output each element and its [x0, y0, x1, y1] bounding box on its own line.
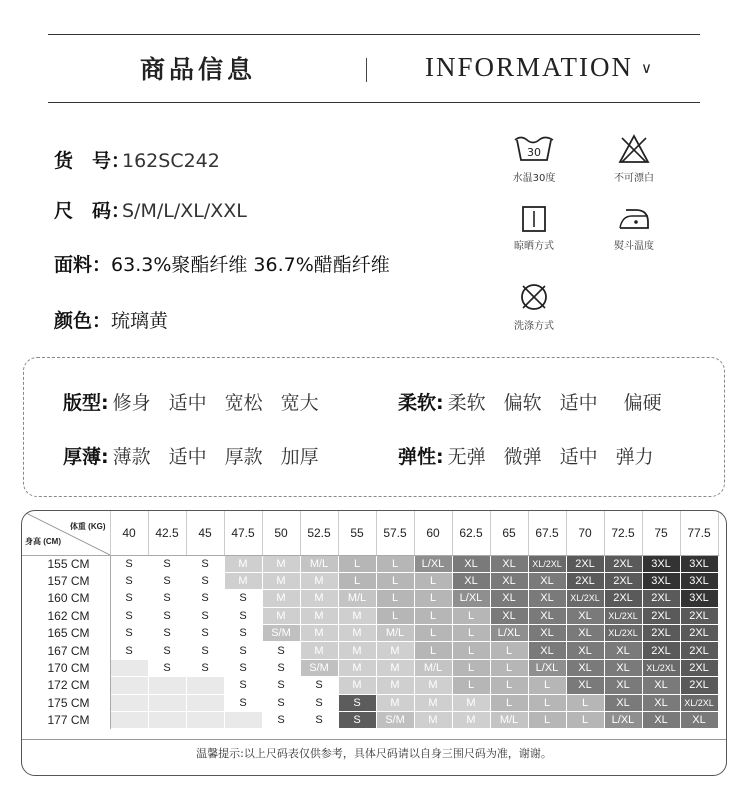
size-cell: M/L [338, 590, 376, 607]
attr-elasticity-option: 适中 [559, 446, 598, 468]
size-cell: XL [566, 642, 604, 659]
size-cell: S [148, 607, 186, 624]
size-cell: S [186, 659, 224, 676]
size-cell: 2XL [642, 607, 680, 624]
weight-header: 67.5 [528, 511, 566, 555]
weight-header: 45 [186, 511, 224, 555]
size-cell: S [262, 642, 300, 659]
size-cell: XL [528, 572, 566, 589]
header-bottom-rule [48, 102, 700, 103]
size-cell: L [414, 607, 452, 624]
weight-header: 50 [262, 511, 300, 555]
size-cell: L/XL [414, 555, 452, 572]
attr-softness-option: 柔软 [447, 392, 486, 414]
size-cell: L [566, 694, 604, 711]
weight-header: 75 [642, 511, 680, 555]
weight-header: 77.5 [680, 511, 718, 555]
size-cell: S/M [300, 659, 338, 676]
weight-header: 40 [110, 511, 148, 555]
weight-header: 57.5 [376, 511, 414, 555]
weight-header: 62.5 [452, 511, 490, 555]
height-label: 175 CM [22, 694, 110, 711]
height-label: 165 CM [22, 625, 110, 642]
size-cell: M [414, 694, 452, 711]
attr-fit-option: 宽大 [280, 392, 319, 414]
sku-value: 162SC242 [122, 150, 220, 172]
size-cell: M [376, 659, 414, 676]
size-cell: S [338, 712, 376, 729]
size-cell: L [414, 572, 452, 589]
height-label: 172 CM [22, 677, 110, 694]
size-cell: 2XL [680, 607, 718, 624]
size-cell: XL/2XL [604, 607, 642, 624]
sku-row [54, 146, 220, 173]
size-value: S/M/L/XL/XXL [122, 200, 247, 222]
size-chart [21, 510, 727, 776]
size-cell: XL [490, 555, 528, 572]
attr-elasticity-option-selected: 无弹 [448, 442, 486, 469]
size-cell: S [300, 677, 338, 694]
size-cell: 2XL [566, 555, 604, 572]
weight-header: 70 [566, 511, 604, 555]
size-cell: XL [680, 712, 718, 729]
fabric-label: 面料： [54, 254, 112, 276]
weight-header: 55 [338, 511, 376, 555]
size-cell: XL/2XL [566, 590, 604, 607]
size-cell: XL/2XL [642, 659, 680, 676]
size-cell: M [262, 590, 300, 607]
size-cell: M [376, 677, 414, 694]
height-label: 177 CM [22, 712, 110, 729]
size-cell: S [224, 694, 262, 711]
size-cell: XL [490, 607, 528, 624]
size-cell: L [414, 590, 452, 607]
top-rule [48, 34, 700, 35]
size-cell: M [338, 677, 376, 694]
care-label-bleach: 不可漂白 [614, 173, 654, 184]
size-cell: M/L [414, 659, 452, 676]
size-cell: S [110, 555, 148, 572]
size-cell: M [338, 642, 376, 659]
size-cell: S [110, 572, 148, 589]
size-cell: XL [452, 572, 490, 589]
size-cell: M [262, 607, 300, 624]
care-iron [594, 202, 674, 252]
weight-header: 60 [414, 511, 452, 555]
care-dry [494, 202, 574, 252]
table-row [22, 607, 718, 624]
weight-header: 65 [490, 511, 528, 555]
color-row [54, 306, 168, 333]
size-cell: 2XL [680, 642, 718, 659]
size-cell: 3XL [642, 572, 680, 589]
size-cell [186, 694, 224, 711]
attr-fit-label: 版型: [63, 392, 109, 414]
size-note: 温馨提示:以上尺码表仅供参考，具体尺码请以自身三围尺码为准，谢谢。 [196, 747, 552, 760]
attr-softness-label: 柔软: [398, 392, 444, 414]
attr-softness-option: 偏硬 [623, 392, 662, 414]
size-cell: L [528, 712, 566, 729]
table-row [22, 642, 718, 659]
size-cell: L [376, 590, 414, 607]
size-cell: XL [528, 607, 566, 624]
height-label: 160 CM [22, 590, 110, 607]
size-cell: S [338, 694, 376, 711]
size-cell: XL [528, 642, 566, 659]
size-cell [110, 677, 148, 694]
size-cell: S [110, 590, 148, 607]
size-cell: M [338, 625, 376, 642]
attr-elasticity-option: 微弹 [503, 446, 542, 468]
size-cell: 2XL [680, 677, 718, 694]
hang-dry-icon [514, 202, 554, 234]
size-cell: 2XL [642, 625, 680, 642]
care-label-clean: 洗涤方式 [514, 321, 554, 332]
size-cell: XL [604, 642, 642, 659]
size-cell: XL/2XL [680, 694, 718, 711]
care-clean [494, 280, 574, 332]
color-value: 琉璃黄 [111, 310, 169, 332]
size-cell: L [490, 694, 528, 711]
size-cell: 2XL [566, 572, 604, 589]
corner-weight-label: 体重 (KG) [69, 522, 106, 531]
page-title-en-text: INFORMATION [425, 52, 634, 82]
size-cell: M [338, 659, 376, 676]
size-cell: L [490, 677, 528, 694]
size-cell: S [186, 625, 224, 642]
no-dry-clean-icon [514, 280, 554, 314]
attr-softness [398, 388, 680, 415]
size-cell: XL [604, 659, 642, 676]
corner-diagonal [22, 511, 110, 555]
size-cell: 2XL [680, 625, 718, 642]
attr-softness-option: 偏软 [503, 392, 542, 414]
height-label: 157 CM [22, 572, 110, 589]
size-cell: S [224, 625, 262, 642]
size-cell: M [300, 590, 338, 607]
table-row [22, 712, 718, 729]
size-cell: S [262, 677, 300, 694]
attr-thickness-option: 加厚 [280, 446, 319, 468]
fabric-value: 63.3%聚酯纤维 36.7%醋酯纤维 [111, 254, 390, 276]
attr-fit [63, 388, 337, 415]
size-cell: L/XL [452, 590, 490, 607]
page-title-en [425, 52, 654, 83]
size-cell: L [490, 642, 528, 659]
attr-elasticity-label: 弹性: [398, 446, 444, 468]
fabric-row [54, 250, 390, 277]
weight-header: 72.5 [604, 511, 642, 555]
size-cell: M [452, 712, 490, 729]
size-cell: L/XL [528, 659, 566, 676]
attr-fit-option: 宽松 [224, 392, 263, 414]
size-cell: M/L [300, 555, 338, 572]
attr-thickness-option: 厚款 [224, 446, 263, 468]
size-cell: M [452, 694, 490, 711]
size-cell: S [186, 607, 224, 624]
size-cell: M [300, 642, 338, 659]
size-cell: S [262, 659, 300, 676]
table-row [22, 555, 718, 572]
size-cell: L [452, 659, 490, 676]
size-cell: S [110, 607, 148, 624]
size-cell: S [148, 572, 186, 589]
attr-elasticity [398, 442, 672, 469]
size-cell: S/M [262, 625, 300, 642]
size-cell: L [452, 677, 490, 694]
size-cell: L [528, 677, 566, 694]
table-row [22, 625, 718, 642]
size-cell: XL [566, 625, 604, 642]
size-cell: M [300, 572, 338, 589]
size-cell: XL [566, 677, 604, 694]
size-cell: S [224, 677, 262, 694]
size-cell: S [148, 642, 186, 659]
size-row [54, 196, 247, 223]
table-row [22, 590, 718, 607]
size-cell: L [452, 607, 490, 624]
size-cell: M [338, 607, 376, 624]
attr-fit-option-selected: 适中 [169, 388, 207, 415]
size-cell: L [376, 572, 414, 589]
size-cell: L [414, 642, 452, 659]
table-corner [22, 511, 110, 555]
table-row [22, 677, 718, 694]
size-cell: L [338, 572, 376, 589]
size-cell: XL [490, 590, 528, 607]
height-label: 155 CM [22, 555, 110, 572]
size-cell: XL [642, 677, 680, 694]
attr-thickness-label: 厚薄: [63, 446, 109, 468]
weight-header: 42.5 [148, 511, 186, 555]
table-row [22, 572, 718, 589]
care-bleach [594, 132, 674, 184]
size-cell: M [300, 607, 338, 624]
care-wash [494, 132, 574, 184]
size-table-header [22, 511, 718, 555]
iron-icon [614, 202, 654, 234]
attr-thickness [63, 442, 337, 469]
size-cell: S [186, 572, 224, 589]
size-cell: XL [642, 712, 680, 729]
size-cell: L [452, 642, 490, 659]
size-cell [148, 694, 186, 711]
size-cell: M [300, 625, 338, 642]
size-cell: L [528, 694, 566, 711]
height-label: 162 CM [22, 607, 110, 624]
size-cell: XL [452, 555, 490, 572]
attributes-panel [23, 357, 725, 497]
size-cell: M [262, 555, 300, 572]
size-cell: XL [490, 572, 528, 589]
size-cell: 2XL [604, 572, 642, 589]
size-cell: XL [528, 590, 566, 607]
size-cell: 3XL [642, 555, 680, 572]
size-cell [186, 712, 224, 729]
size-cell: L [452, 625, 490, 642]
size-cell: XL [528, 625, 566, 642]
size-cell [110, 712, 148, 729]
care-label-iron: 熨斗温度 [614, 241, 654, 252]
size-cell [148, 677, 186, 694]
size-label: 尺 码： [54, 200, 131, 222]
size-cell: 2XL [680, 659, 718, 676]
size-cell [110, 694, 148, 711]
size-cell: S [300, 712, 338, 729]
page-title-cn: 商品信息 [140, 55, 257, 84]
size-table [22, 511, 719, 729]
care-label-wash: 水温30度 [512, 173, 556, 184]
size-cell: S [224, 642, 262, 659]
size-cell: S [262, 712, 300, 729]
size-cell: S/M [376, 712, 414, 729]
size-cell: 2XL [604, 555, 642, 572]
size-cell: S [148, 590, 186, 607]
size-cell [224, 712, 262, 729]
title-divider [366, 58, 367, 82]
size-cell: M/L [376, 625, 414, 642]
attr-elasticity-option: 弹力 [615, 446, 654, 468]
size-cell: 3XL [680, 572, 718, 589]
size-cell: L [338, 555, 376, 572]
size-cell: 2XL [604, 590, 642, 607]
size-cell: S [300, 694, 338, 711]
wash-temp-text: 30 [527, 146, 541, 159]
size-cell: M [224, 555, 262, 572]
size-cell: M [224, 572, 262, 589]
size-cell: S [148, 625, 186, 642]
size-cell: S [110, 642, 148, 659]
size-cell: S [186, 642, 224, 659]
attr-thickness-option: 薄款 [112, 446, 151, 468]
size-cell: S [224, 607, 262, 624]
size-cell: S [224, 590, 262, 607]
attr-thickness-option-selected: 适中 [169, 442, 207, 469]
size-cell: 2XL [642, 642, 680, 659]
sku-label: 货 号： [54, 150, 131, 172]
size-cell: L [376, 607, 414, 624]
size-cell: L [490, 659, 528, 676]
size-cell: L [414, 625, 452, 642]
table-row [22, 694, 718, 711]
table-row [22, 659, 718, 676]
attr-fit-option: 修身 [112, 392, 151, 414]
size-cell: XL/2XL [528, 555, 566, 572]
size-cell: L [566, 712, 604, 729]
height-label: 170 CM [22, 659, 110, 676]
size-cell: L/XL [490, 625, 528, 642]
weight-header: 52.5 [300, 511, 338, 555]
color-label: 颜色： [54, 310, 112, 332]
corner-height-label: 身高 (CM) [25, 536, 61, 546]
size-cell: 3XL [680, 590, 718, 607]
weight-header: 47.5 [224, 511, 262, 555]
size-cell: S [148, 555, 186, 572]
size-cell: XL [604, 677, 642, 694]
size-cell: M [262, 572, 300, 589]
size-cell: M [414, 712, 452, 729]
height-label: 167 CM [22, 642, 110, 659]
size-cell: 2XL [642, 590, 680, 607]
size-cell [148, 712, 186, 729]
size-cell [110, 659, 148, 676]
size-cell [186, 677, 224, 694]
size-cell: L/XL [604, 712, 642, 729]
wash-30-icon [511, 132, 557, 166]
size-cell: M/L [490, 712, 528, 729]
size-cell: L [376, 555, 414, 572]
chevron-down-icon[interactable]: ∨ [641, 59, 654, 77]
size-cell: XL [566, 607, 604, 624]
size-cell: XL [566, 659, 604, 676]
size-cell: S [224, 659, 262, 676]
note-divider [22, 739, 726, 740]
size-cell: S [110, 625, 148, 642]
size-cell: M [414, 677, 452, 694]
size-cell: S [148, 659, 186, 676]
size-cell: M [376, 642, 414, 659]
no-bleach-icon [614, 132, 654, 166]
size-cell: XL [642, 694, 680, 711]
size-cell: XL [604, 694, 642, 711]
size-cell: M [376, 694, 414, 711]
size-cell: XL/2XL [604, 625, 642, 642]
size-cell: S [262, 694, 300, 711]
size-cell: 3XL [680, 555, 718, 572]
care-label-dry: 晾晒方式 [514, 241, 554, 252]
size-cell: S [186, 555, 224, 572]
size-cell: S [186, 590, 224, 607]
attr-softness-option-selected: 适中 [560, 388, 598, 415]
